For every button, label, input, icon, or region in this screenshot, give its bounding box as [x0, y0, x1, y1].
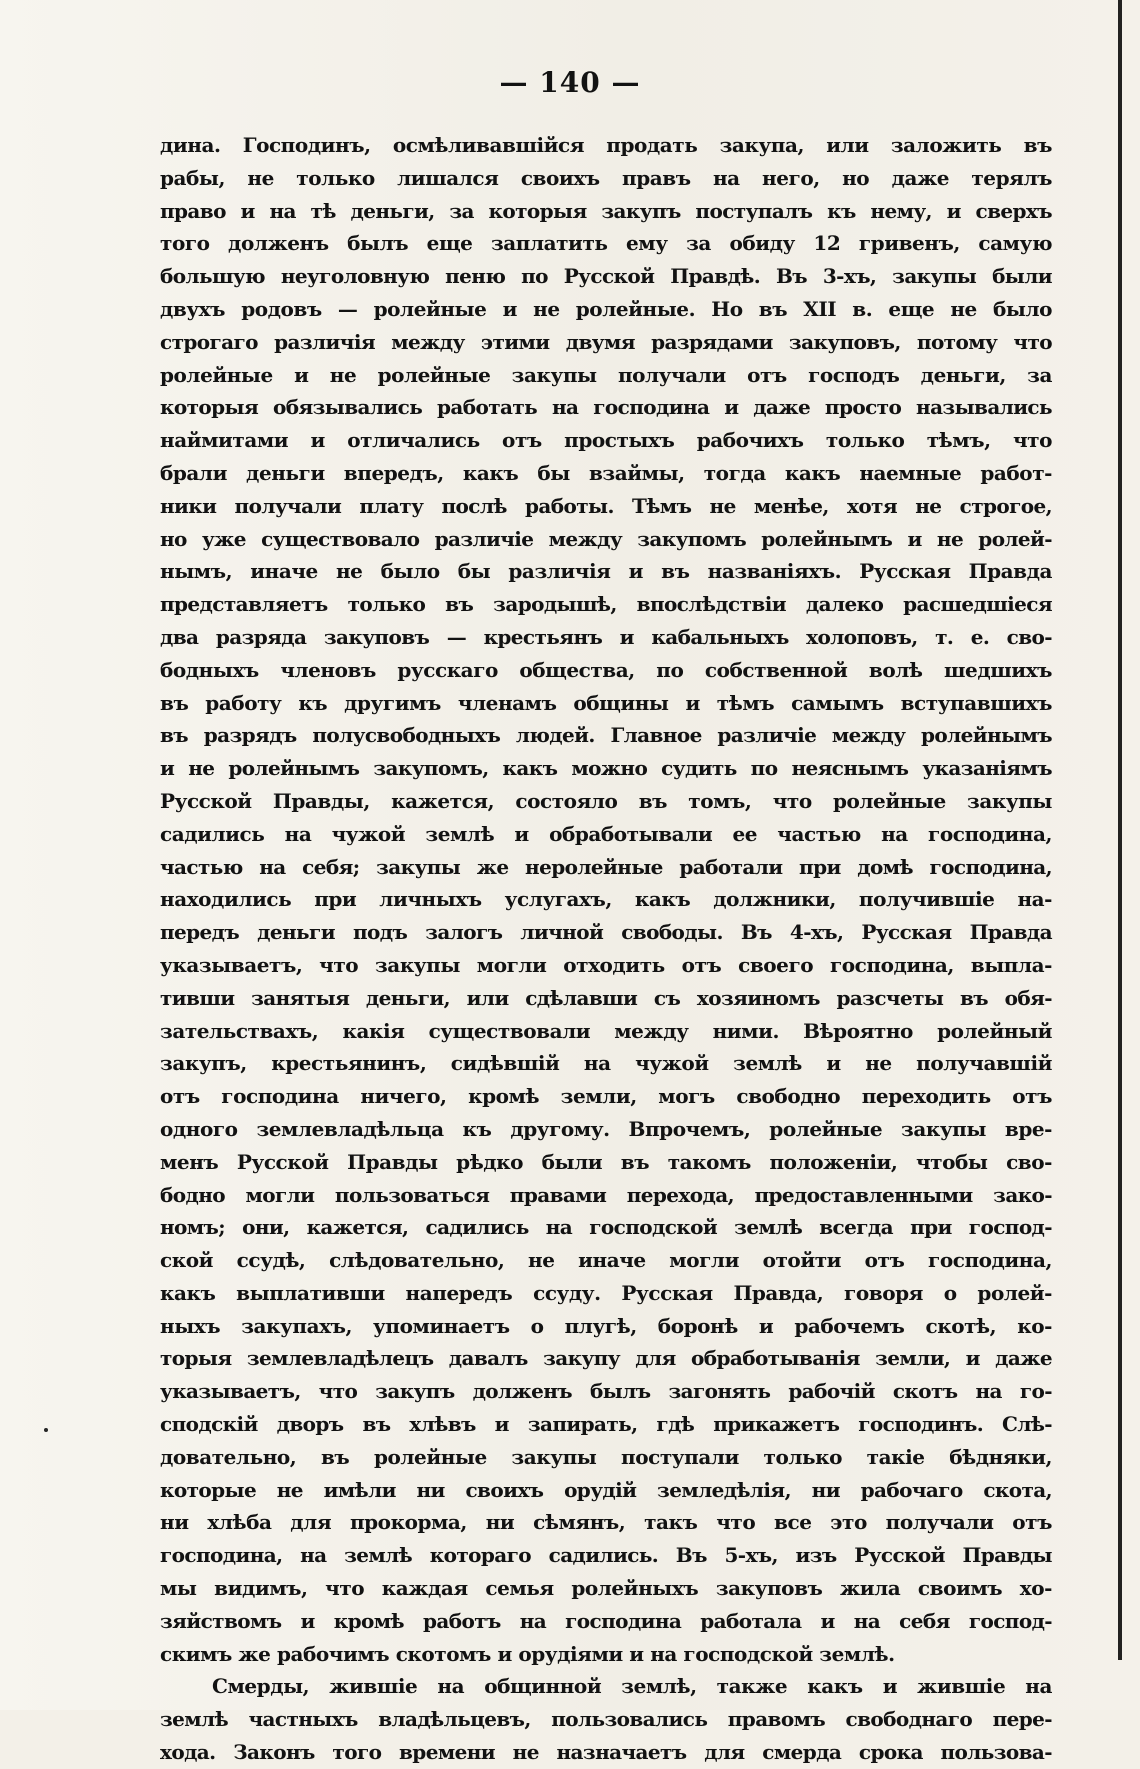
text-line: ской ссудѣ, слѣдовательно, не иначе могли отойти отъ господина, [160, 1248, 1052, 1273]
text-line: менъ Русской Правды рѣдко были въ такомъ положеніи, чтобы сво- [160, 1149, 1052, 1174]
text-line: одного землевладѣльца къ другому. Впрочемъ, ролейные закупы вре- [160, 1116, 1052, 1141]
text-line: въ работу къ другимъ членамъ общины и тѣмъ самымъ вступавшихъ [160, 690, 1052, 715]
text-line: но уже существовало различіе между закупомъ ролейнымъ и не ролей- [160, 526, 1052, 551]
text-line: и не ролейнымъ закупомъ, какъ можно судить по неяснымъ указаніямъ [160, 756, 1052, 781]
text-line: какъ выплативши напередъ ссуду. Русская Правда, говоря о ролей- [160, 1280, 1052, 1305]
text-line: хода. Законъ того времени не назначаетъ для смерда срока пользова- [160, 1740, 1052, 1765]
text-line: рабы, не только лишался своихъ правъ на него, но даже терялъ [160, 165, 1052, 190]
text-line: закупъ, крестьянинъ, сидѣвшій на чужой землѣ и не получавшій [160, 1051, 1052, 1076]
text-line: частью на себя; закупы же неролейные работали при домѣ господина, [160, 854, 1052, 879]
page-body-text [160, 129, 1052, 1769]
text-line: зяйствомъ и кромѣ работъ на господина работала и на себя господ- [160, 1608, 1052, 1633]
text-line: садились на чужой землѣ и обработывали ее частью на господина, [160, 821, 1052, 846]
text-line: сподскій дворъ въ хлѣвъ и запирать, гдѣ прикажетъ господинъ. Слѣ- [160, 1412, 1052, 1437]
text-line: брали деньги впередъ, какъ бы взаймы, тогда какъ наемные работ- [160, 460, 1052, 485]
text-line: бодно могли пользоваться правами перехода, предоставленными зако- [160, 1182, 1052, 1207]
text-line: зательствахъ, какія существовали между ними. Вѣроятно ролейный [160, 1018, 1052, 1043]
text-line: указываетъ, что закупы могли отходить отъ своего господина, выпла- [160, 952, 1052, 977]
text-line: торыя землевладѣлецъ давалъ закупу для обработыванія земли, и даже [160, 1346, 1052, 1371]
text-line: которые не имѣли ни своихъ орудій земледѣлія, ни рабочаго скота, [160, 1477, 1052, 1502]
text-line: указываетъ, что закупъ долженъ былъ загонять рабочій скотъ на го- [160, 1379, 1052, 1404]
text-line: дина. Господинъ, осмѣливавшійся продать закупа, или заложить въ [160, 133, 1052, 157]
text-line: довательно, въ ролейные закупы поступали только такіе бѣдняки, [160, 1444, 1052, 1469]
text-line: въ разрядъ полусвободныхъ людей. Главное различіе между ролейнымъ [160, 723, 1052, 748]
text-line: два разряда закуповъ — крестьянъ и кабальныхъ холоповъ, т. е. сво- [160, 624, 1052, 649]
text-line: ныхъ закупахъ, упоминаетъ о плугѣ, боронѣ и рабочемъ скотѣ, ко- [160, 1313, 1052, 1338]
text-line: того долженъ былъ еще заплатить ему за обиду 12 гривенъ, самую [160, 231, 1052, 256]
text-line: которыя обязывались работать на господина и даже просто назывались [160, 395, 1052, 420]
text-line: отъ господина ничего, кромѣ земли, могъ свободно переходить отъ [160, 1084, 1052, 1109]
text-line: наймитами и отличались отъ простыхъ рабочихъ только тѣмъ, что [160, 428, 1052, 453]
text-line: мы видимъ, что каждая семья ролейныхъ закуповъ жила своимъ хо- [160, 1576, 1052, 1601]
text-line: ни хлѣба для прокорма, ни сѣмянъ, такъ что все это получали отъ [160, 1510, 1052, 1535]
text-line: двухъ родовъ — ролейные и не ролейные. Но въ XII в. еще не было [160, 296, 1052, 321]
text-line: право и на тѣ деньги, за которыя закупъ поступалъ къ нему, и сверхъ [160, 198, 1052, 223]
text-line: нымъ, иначе не было бы различія и въ названіяхъ. Русская Правда [160, 559, 1052, 584]
text-line: землѣ частныхъ владѣльцевъ, пользовались правомъ свободнаго пере- [160, 1707, 1052, 1732]
text-line: находились при личныхъ услугахъ, какъ должники, получившіе на- [160, 887, 1052, 912]
text-line: Русской Правды, кажется, состояло въ томъ, что ролейные закупы [160, 788, 1052, 813]
text-line: господина, на землѣ котораго садились. Въ 5-хъ, изъ Русской Правды [160, 1543, 1052, 1568]
text-line: ники получали плату послѣ работы. Тѣмъ не менѣе, хотя не строгое, [160, 493, 1052, 518]
print-speck [44, 1428, 48, 1432]
paragraph-start-line: Смерды, жившіе на общинной землѣ, также какъ и жившіе на [212, 1674, 1052, 1699]
text-line: передъ деньги подъ залогъ личной свободы. Въ 4-хъ, Русская Правда [160, 920, 1052, 945]
text-line: бодныхъ членовъ русскаго общества, по собственной волѣ шедшихъ [160, 657, 1052, 682]
text-line: номъ; они, кажется, садились на господской землѣ всегда при господ- [160, 1215, 1052, 1240]
text-line: тивши занятыя деньги, или сдѣлавши съ хозяиномъ разсчеты въ обя- [160, 985, 1052, 1010]
text-line: ролейные и не ролейные закупы получали отъ господъ деньги, за [160, 362, 1052, 387]
page-number: — 140 — [499, 66, 641, 99]
text-line: строгаго различія между этими двумя разрядами закуповъ, потому что [160, 329, 1052, 354]
page-edge-line [1118, 0, 1122, 1660]
paragraph-end-line: скимъ же рабочимъ скотомъ и орудіями и на господской землѣ. [160, 1641, 895, 1666]
text-line: представляетъ только въ зародышѣ, впослѣдствіи далеко расшедшіеся [160, 592, 1052, 617]
text-line: большую неуголовную пеню по Русской Правдѣ. Въ 3-хъ, закупы были [160, 264, 1052, 289]
